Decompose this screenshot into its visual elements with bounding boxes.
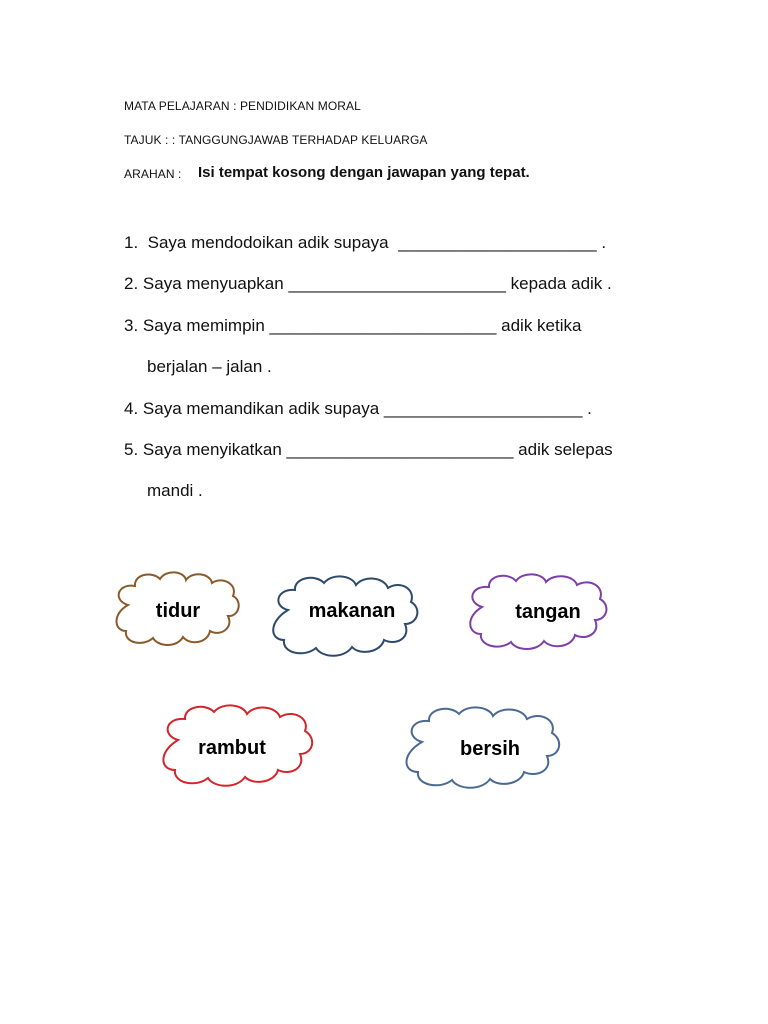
question-3-continuation: berjalan – jalan .	[147, 357, 272, 376]
question-4: 4. Saya memandikan adik supaya _____________________ .	[124, 399, 592, 418]
topic-line: TAJUK : : TANGGUNGJAWAB TERHADAP KELUARGA	[124, 133, 428, 147]
cloud-word: rambut	[198, 737, 266, 759]
answer-cloud-bersih	[406, 707, 559, 787]
question-5-continuation: mandi .	[147, 481, 203, 500]
instruction-text: Isi tempat kosong dengan jawapan yang tepat.	[198, 164, 530, 181]
question-2: 2. Saya menyuapkan _______________________ kepada adik .	[124, 274, 612, 293]
cloud-word: makanan	[308, 600, 396, 622]
answer-cloud-makanan	[273, 576, 417, 655]
subject-line: MATA PELAJARAN : PENDIDIKAN MORAL	[124, 99, 361, 113]
answer-cloud-rambut	[163, 705, 312, 785]
answer-cloud-tidur	[117, 572, 239, 645]
question-5: 5. Saya menyikatkan ________________________ adik selepas	[124, 440, 613, 459]
instruction-label: ARAHAN :	[124, 167, 182, 181]
question-1: 1. Saya mendodoikan adik supaya _____________________ .	[124, 233, 607, 252]
question-3: 3. Saya memimpin ________________________ adik ketika	[124, 316, 582, 335]
cloud-word: tangan	[515, 601, 581, 623]
cloud-word: tidur	[155, 600, 201, 622]
answer-cloud-tangan	[470, 574, 606, 649]
cloud-word: bersih	[459, 738, 521, 760]
